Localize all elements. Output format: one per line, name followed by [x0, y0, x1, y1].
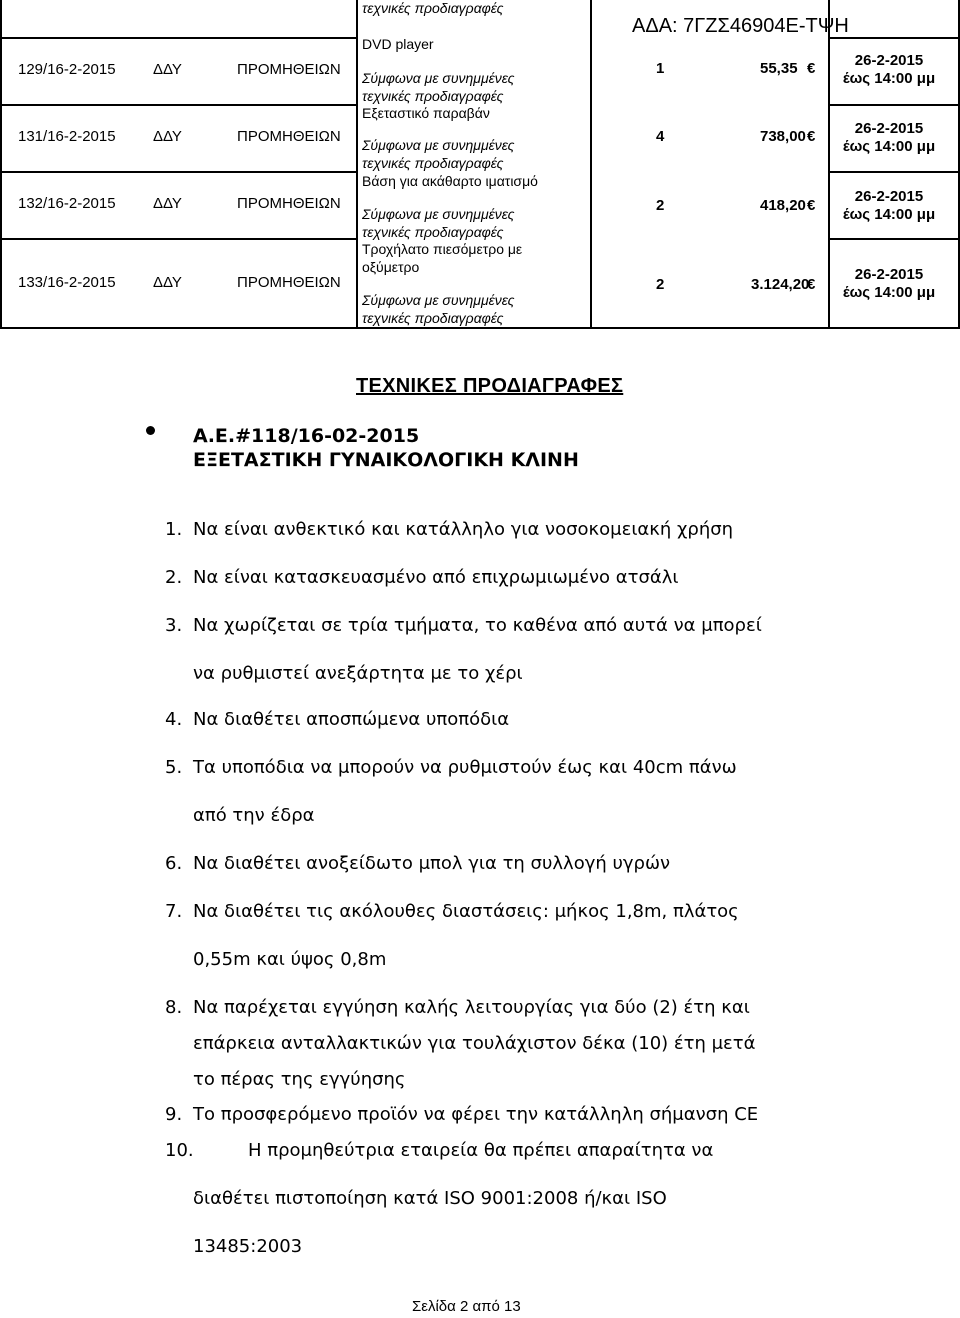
spec-text: Σύμφωνα με συνημμένες	[362, 137, 515, 153]
spec-text: Σύμφωνα με συνημμένες	[362, 206, 515, 222]
spec-text: τεχνικές προδιαγραφές	[362, 310, 504, 326]
table-row-divider	[0, 238, 356, 240]
list-item-number: 7.	[165, 901, 183, 922]
deadline-time: έως 14:00 μμ	[842, 284, 936, 301]
list-item: το πέρας της εγγύησης	[193, 1069, 406, 1090]
price: 3.124,20	[751, 276, 810, 293]
list-item: Να διαθέτει αποσπώμενα υποπόδια	[193, 709, 510, 730]
euro-icon: €	[807, 276, 816, 293]
subtitle-product: ΕΞΕΤΑΣΤΙΚΗ ΓΥΝΑΙΚΟΛΟΓΙΚΗ ΚΛΙΝΗ	[193, 449, 579, 471]
bullet-icon	[146, 426, 155, 435]
list-item-number: 1.	[165, 519, 183, 540]
deadline-date: 26-2-2015	[854, 120, 924, 137]
ref-number: 131/16-2-2015	[18, 128, 116, 145]
spec-text: Σύμφωνα με συνημμένες	[362, 70, 515, 86]
procurement-type: ΠΡΟΜΗΘΕΙΩΝ	[237, 128, 341, 145]
list-item-number: 4.	[165, 709, 183, 730]
item-name: DVD player	[362, 36, 434, 52]
euro-icon: €	[807, 197, 816, 214]
table-border-bottom	[0, 327, 960, 329]
spec-text: τεχνικές προδιαγραφές	[362, 155, 504, 171]
table-row-divider	[0, 171, 356, 173]
deadline	[834, 120, 944, 156]
department: ΔΔΥ	[153, 274, 182, 291]
procurement-type: ΠΡΟΜΗΘΕΙΩΝ	[237, 195, 341, 212]
table-divider	[828, 0, 830, 328]
list-item: Τα υποπόδια να μπορούν να ρυθμιστούν έως και 40cm πάνω	[193, 757, 737, 778]
quantity: 2	[656, 276, 665, 293]
euro-icon: €	[807, 60, 816, 77]
spec-text: τεχνικές προδιαγραφές	[362, 224, 504, 240]
list-item: διαθέτει πιστοποίηση κατά ISO 9001:2008 ή/και ISO	[193, 1188, 667, 1209]
specs-subtitle	[193, 424, 579, 472]
deadline-date: 26-2-2015	[854, 188, 924, 205]
quantity: 4	[656, 128, 665, 145]
list-item: Η προμηθεύτρια εταιρεία θα πρέπει απαραίτητα να	[248, 1140, 714, 1161]
list-item: Το προσφερόμενο προϊόν να φέρει την κατάλληλη σήμανση CE	[193, 1104, 759, 1125]
item-name: Τροχήλατο πιεσόμετρο με	[362, 241, 523, 257]
ref-number: 133/16-2-2015	[18, 274, 116, 291]
item-name: οξύμετρο	[362, 259, 420, 275]
table-row-divider	[828, 238, 958, 240]
deadline	[834, 52, 944, 88]
specs-heading: ΤΕΧΝΙΚΕΣ ΠΡΟΔΙΑΓΡΑΦΕΣ	[356, 375, 624, 397]
list-item: Να είναι κατασκευασμένο από επιχρωμιωμένο ατσάλι	[193, 567, 679, 588]
procurement-type: ΠΡΟΜΗΘΕΙΩΝ	[237, 61, 341, 78]
list-item: Να χωρίζεται σε τρία τμήματα, το καθένα από αυτά να μπορεί	[193, 615, 762, 636]
deadline-time: έως 14:00 μμ	[842, 138, 936, 155]
list-item: Να διαθέτει ανοξείδωτο μπολ για τη συλλογή υγρών	[193, 853, 671, 874]
department: ΔΔΥ	[153, 195, 182, 212]
ref-number: 129/16-2-2015	[18, 61, 116, 78]
list-item: Να είναι ανθεκτικό και κατάλληλο για νοσοκομειακή χρήση	[193, 519, 734, 540]
table-row-divider	[0, 104, 356, 106]
list-item-number: 8.	[165, 997, 183, 1018]
list-item-number: 10.	[165, 1140, 194, 1161]
deadline	[834, 266, 944, 302]
item-name: Βάση για ακάθαρτο ιματισμό	[362, 173, 538, 189]
price: 418,20	[760, 197, 806, 214]
list-item: επάρκεια ανταλλακτικών για τουλάχιστον δέκα (10) έτη μετά	[193, 1033, 756, 1054]
price: 738,00	[760, 128, 806, 145]
deadline	[834, 188, 944, 224]
list-item: από την έδρα	[193, 805, 315, 826]
table-row-divider	[0, 37, 356, 39]
spec-text: Σύμφωνα με συνημμένες	[362, 292, 515, 308]
list-item: Να παρέχεται εγγύηση καλής λειτουργίας για δύο (2) έτη και	[193, 997, 750, 1018]
spec-text: τεχνικές προδιαγραφές	[362, 88, 504, 104]
ref-number: 132/16-2-2015	[18, 195, 116, 212]
procurement-type: ΠΡΟΜΗΘΕΙΩΝ	[237, 274, 341, 291]
deadline-date: 26-2-2015	[854, 52, 924, 69]
ada-header: ΑΔΑ: 7ΓΖΣ46904Ε-ΤΨΗ	[632, 15, 849, 37]
item-name: Εξεταστικό παραβάν	[362, 105, 490, 121]
deadline-date: 26-2-2015	[854, 266, 924, 283]
list-item-number: 6.	[165, 853, 183, 874]
quantity: 2	[656, 197, 665, 214]
list-item: 13485:2003	[193, 1236, 303, 1257]
price: 55,35	[760, 60, 798, 77]
department: ΔΔΥ	[153, 128, 182, 145]
table-row-divider	[828, 104, 958, 106]
department: ΔΔΥ	[153, 61, 182, 78]
procurement-table	[0, 0, 960, 329]
deadline-time: έως 14:00 μμ	[842, 206, 936, 223]
page-number: Σελίδα 2 από 13	[412, 1298, 521, 1315]
list-item-number: 5.	[165, 757, 183, 778]
table-row-divider	[828, 171, 958, 173]
deadline-time: έως 14:00 μμ	[842, 70, 936, 87]
list-item-number: 2.	[165, 567, 183, 588]
list-item-number: 9.	[165, 1104, 183, 1125]
euro-icon: €	[807, 128, 816, 145]
subtitle-ref: Α.Ε.#118/16-02-2015	[193, 425, 420, 447]
list-item: Να διαθέτει τις ακόλουθες διαστάσεις: μήκος 1,8m, πλάτος	[193, 901, 739, 922]
list-item-number: 3.	[165, 615, 183, 636]
quantity: 1	[656, 60, 665, 77]
list-item: 0,55m και ύψος 0,8m	[193, 949, 387, 970]
list-item: να ρυθμιστεί ανεξάρτητα με το χέρι	[193, 663, 523, 684]
table-divider	[356, 0, 358, 328]
table-divider	[590, 0, 592, 328]
spec-text: τεχνικές προδιαγραφές	[362, 0, 504, 16]
table-border-left	[0, 0, 2, 328]
